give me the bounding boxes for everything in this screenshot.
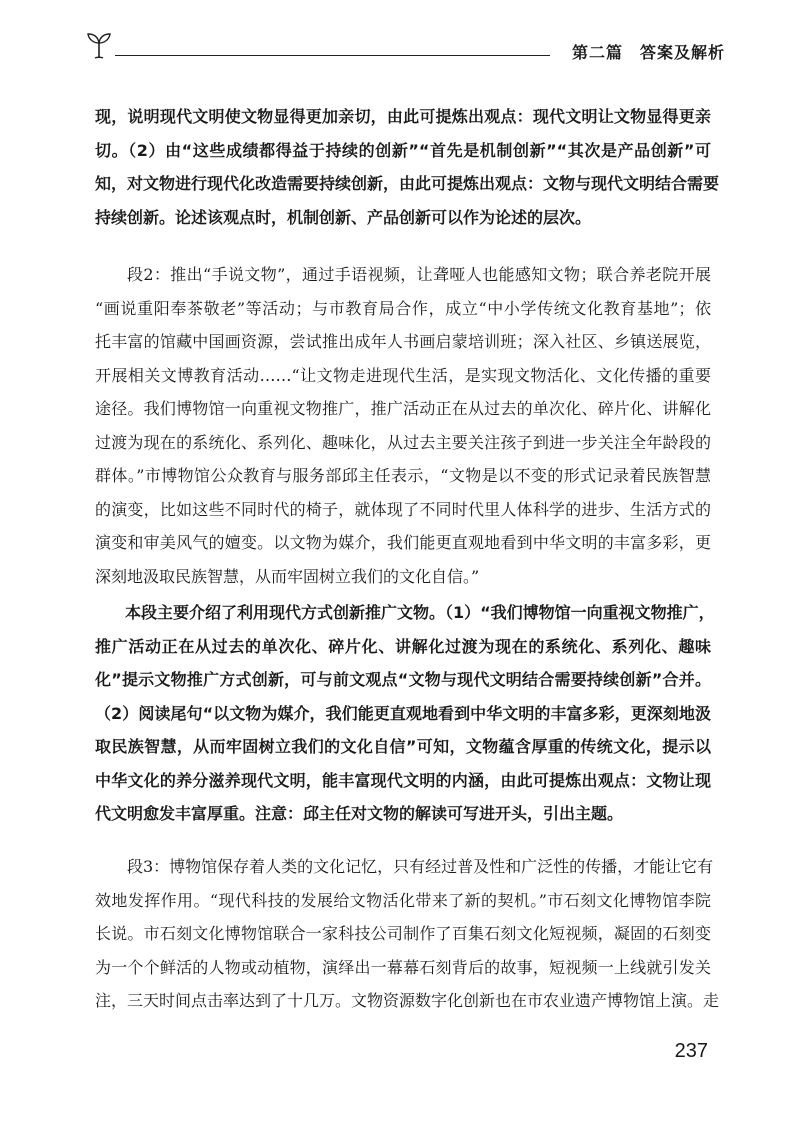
text-line: （2）阅读尾句“以文物为媒介，我们能更直观地看到中华文明的丰富多彩，更深刻地汲 xyxy=(95,703,711,723)
text-line: 持续创新。论述该观点时，机制创新、产品创新可以作为论述的层次。 xyxy=(95,207,592,227)
section-title: 第二篇 答案及解析 xyxy=(571,43,725,62)
text-line: 中华文化的养分滋养现代文明，能丰富现代文明的内涵，由此可提炼出观点：文物让现 xyxy=(95,770,711,790)
text-line: 注，三天时间点击率达到了十几万。文物资源数字化创新也在市农业遗产博物馆上演。走 xyxy=(95,991,720,1010)
text-line: 长说。市石刻文化博物馆联合一家科技公司制作了百集石刻文化短视频，凝固的石刻变 xyxy=(95,924,711,943)
text-line: 效地发挥作用。“现代科技的发展给文物活化带来了新的契机。”市石刻文化博物馆李院 xyxy=(95,890,711,910)
text-line: 深刻地汲取民族智慧，从而牢固树立我们的文化自信。” xyxy=(95,566,480,586)
text-line: 托丰富的馆藏中国画资源，尝试推出成年人书画启蒙培训班；深入社区、乡镇送展览， xyxy=(95,332,711,351)
text-line: 过渡为现在的系统化、系列化、趣味化，从过去主要关注孩子到进一步关注全年龄段的 xyxy=(95,432,711,452)
text-line: 开展相关文博教育活动……“让文物走进现代生活，是实现文物活化、文化传播的重要 xyxy=(95,365,711,385)
header-rule xyxy=(115,55,550,56)
text-line: 切。（2）由“这些成绩都得益于持续的创新”“首先是机制创新”“其次是产品创新”可 xyxy=(95,140,711,160)
text-line: 知，对文物进行现代化改造需要持续创新，由此可提炼出观点：文物与现代文明结合需要 xyxy=(95,174,720,193)
text-line: 段3：博物馆保存着人类的文化记忆，只有经过普及性和广泛性的传播，才能让它有 xyxy=(127,857,714,876)
text-line: 为一个个鲜活的人物或动植物，演绎出一幕幕石刻背后的故事，短视频一上线就引发关 xyxy=(95,957,711,977)
source-paragraph-2 xyxy=(95,258,711,593)
text-line: 本段主要介绍了利用现代方式创新推广文物。（1）“我们博物馆一向重视文物推广， xyxy=(125,603,715,622)
text-line: 途径。我们博物馆一向重视文物推广，推广活动正在从过去的单次化、碎片化、讲解化 xyxy=(95,399,711,418)
text-line: 推广活动正在从过去的单次化、碎片化、讲解化过渡为现在的系统化、系列化、趣味 xyxy=(95,636,711,656)
analysis-paragraph-1 xyxy=(95,100,720,234)
text-line: 取民族智慧，从而牢固树立我们的文化自信”可知，文物蕴含厚重的传统文化，提示以 xyxy=(95,737,711,756)
text-line: 代文明愈发丰富厚重。注意：邱主任对文物的解读可写进开头，引出主题。 xyxy=(95,804,624,823)
running-header xyxy=(85,28,725,64)
analysis-paragraph-2 xyxy=(95,596,715,831)
text-line: 现，说明现代文明使文物显得更加亲切，由此可提炼出观点：现代文明让文物显得更亲 xyxy=(95,107,711,126)
page-number: 237 xyxy=(674,1040,708,1062)
text-line: 的演变，比如这些不同时代的椅子，就体现了不同时代里人体科学的进步、生活方式的 xyxy=(95,499,711,519)
sprout-logo-icon xyxy=(85,30,113,60)
text-line: 群体。”市博物馆公众教育与服务部邱主任表示，“文物是以不变的形式记录着民族智慧 xyxy=(95,466,711,485)
text-line: 演变和审美风气的嬗变。以文物为媒介，我们能更直观地看到中华文明的丰富多彩，更 xyxy=(95,533,711,552)
text-line: 化”提示文物推广方式创新，可与前文观点“文物与现代文明结合需要持续创新”合并。 xyxy=(95,670,711,689)
text-line: 段2：推出“手说文物”，通过手语视频，让聋哑人也能感知文物；联合养老院开展 xyxy=(127,265,711,284)
source-paragraph-3 xyxy=(95,850,720,1018)
text-line: “画说重阳奉茶敬老”等活动；与市教育局合作，成立“中小学传统文化教育基地”；依 xyxy=(95,298,711,318)
